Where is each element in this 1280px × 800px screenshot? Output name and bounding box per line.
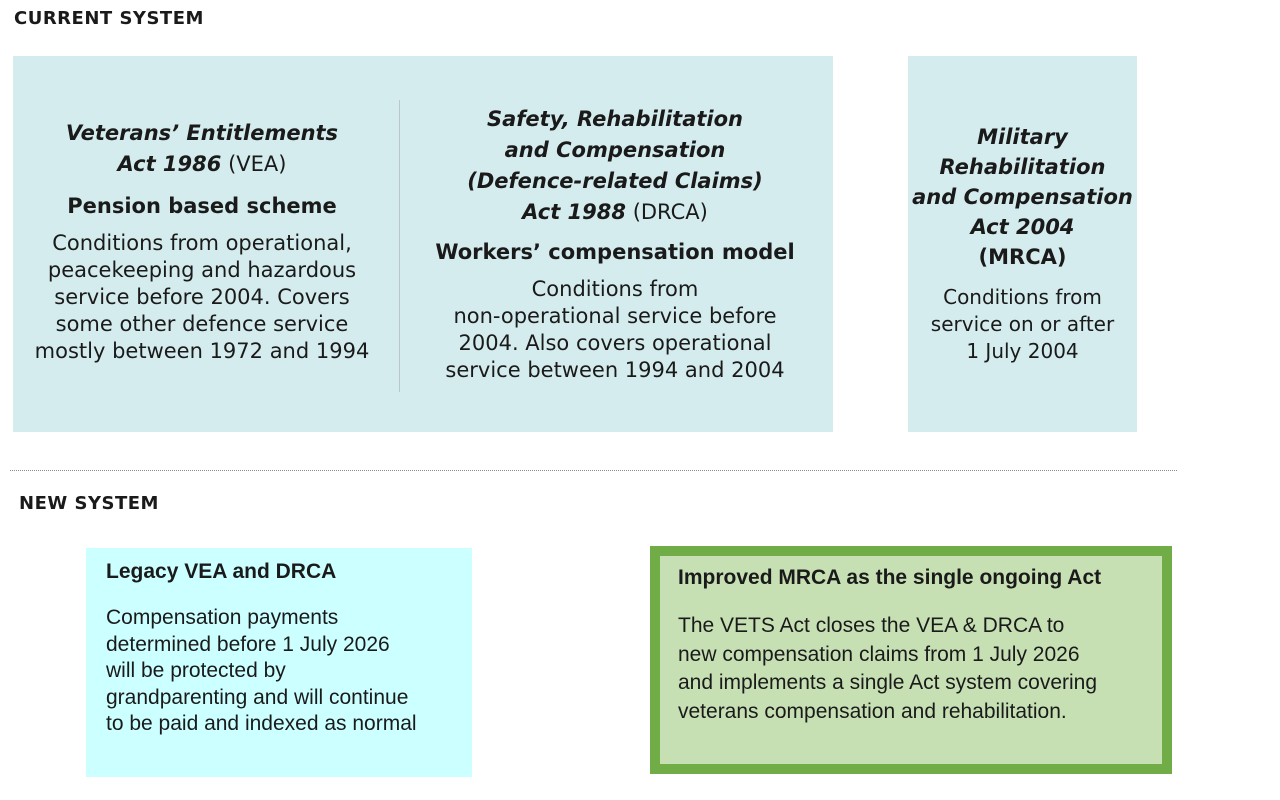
mrca-title-abbr: (MRCA) (978, 245, 1067, 269)
vea-title-line1: Veterans’ Entitlements (65, 121, 339, 145)
new-system-heading: NEW SYSTEM (19, 493, 159, 514)
improved-title: Improved MRCA as the single ongoing Act (678, 566, 1102, 589)
improved-mrca-box (650, 546, 1172, 774)
vea-title (22, 118, 382, 180)
drca-desc-line: 2004. Also covers operational (458, 331, 772, 355)
vea-desc-line: peacekeeping and hazardous (47, 258, 357, 282)
vea-title-abbr: (VEA) (221, 152, 287, 176)
mrca-column (912, 122, 1133, 365)
legacy-body-line: to be paid and indexed as normal (106, 712, 417, 735)
vea-scheme: Pension based scheme (67, 194, 337, 218)
drca-desc-line: Conditions from (531, 277, 699, 301)
legacy-body-line: determined before 1 July 2026 (106, 632, 390, 656)
legacy-body-line: Compensation payments (106, 606, 339, 629)
improved-body-line: veterans compensation and rehabilitation. (678, 699, 1067, 723)
drca-desc-line: service between 1994 and 2004 (445, 358, 785, 382)
mrca-desc-line: service on or after (930, 312, 1115, 336)
mrca-desc-line: 1 July 2004 (966, 339, 1079, 363)
drca-scheme: Workers’ compensation model (435, 240, 795, 264)
current-system-heading: CURRENT SYSTEM (14, 8, 204, 29)
legacy-body-line: grandparenting and will continue (106, 685, 409, 709)
mrca-title-line3: and Compensation (912, 185, 1133, 209)
drca-title-act: Act 1988 (522, 200, 627, 224)
mrca-title-line2: Rehabilitation (939, 155, 1106, 179)
improved-body-line: and implements a single Act system covering (678, 671, 1098, 694)
vea-desc-line: some other defence service (55, 312, 349, 336)
drca-desc-line: non-operational service before (453, 304, 777, 328)
section-divider (10, 470, 1177, 471)
vea-desc-line: mostly between 1972 and 1994 (34, 339, 370, 363)
drca-title-line3: (Defence-related Claims) (467, 169, 763, 193)
mrca-description (912, 284, 1133, 365)
legacy-body-line: will be protected by (106, 659, 286, 682)
improved-body-line: The VETS Act closes the VEA & DRCA to (678, 614, 1065, 637)
drca-title-abbr: (DRCA) (626, 200, 708, 224)
improved-body-line: new compensation claims from 1 July 2026 (678, 642, 1080, 666)
drca-title (420, 104, 810, 228)
mrca-title-line4: Act 2004 (970, 215, 1075, 239)
legacy-box (86, 548, 472, 777)
improved-body (678, 612, 1144, 726)
vea-title-act: Act 1986 (117, 152, 222, 176)
vea-desc-line: Conditions from operational, (52, 231, 352, 255)
drca-title-line1: Safety, Rehabilitation (487, 107, 743, 131)
mrca-title-line1: Military (977, 125, 1068, 149)
mrca-title (912, 122, 1133, 272)
vea-column (22, 118, 382, 365)
vea-description (22, 230, 382, 365)
legacy-body (106, 605, 452, 738)
drca-description (420, 276, 810, 384)
column-divider (399, 100, 400, 392)
drca-title-line2: and Compensation (504, 138, 726, 162)
drca-column (420, 104, 810, 384)
mrca-desc-line: Conditions from (943, 285, 1102, 309)
legacy-title: Legacy VEA and DRCA (106, 560, 337, 583)
vea-desc-line: service before 2004. Covers (54, 285, 350, 309)
